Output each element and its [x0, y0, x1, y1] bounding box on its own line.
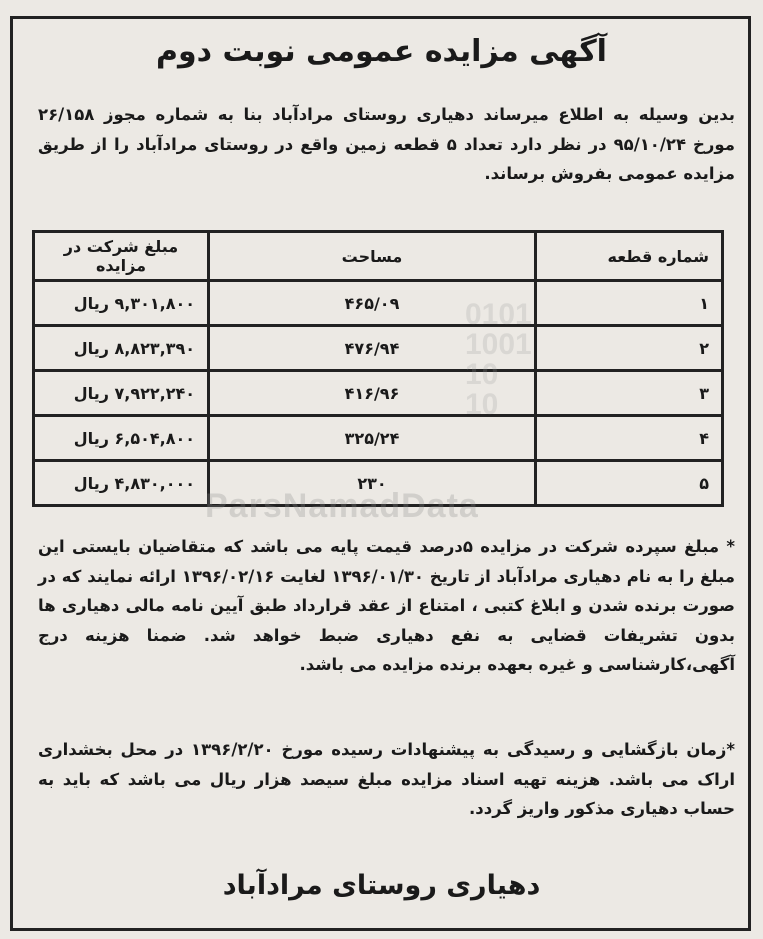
- plot-area: ۲۳۰: [209, 461, 536, 506]
- plot-area: ۴۱۶/۹۶: [209, 371, 536, 416]
- plot-area: ۴۷۶/۹۴: [209, 326, 536, 371]
- page-title: آگهی مزایده عمومی نوبت دوم: [156, 34, 607, 69]
- plot-area: ۴۶۵/۰۹: [209, 281, 536, 326]
- plot-number: ۴: [536, 416, 723, 461]
- table-row: [34, 326, 723, 371]
- plot-area: ۳۲۵/۲۴: [209, 416, 536, 461]
- intro-paragraph: بدین وسیله به اطلاع میرساند دهیاری روستای مرادآباد بنا به شماره مجوز ۲۶/۱۵۸ مورخ ۹۵/۱۰/۲۴ در نظر دارد تعداد ۵ قطعه زمین واقع در روستای مرادآباد را از طریق مزایده عمومی بفروش برساند.: [38, 105, 735, 183]
- watermark-digits: 0101 1001 10 10: [465, 298, 532, 421]
- header-plot-number: شماره قطعه: [536, 232, 723, 281]
- plot-number: ۳: [536, 371, 723, 416]
- header-area: مساحت: [209, 232, 536, 281]
- watermark: ParsNamadData: [205, 487, 479, 525]
- plot-number: ۲: [536, 326, 723, 371]
- table-row: [34, 461, 723, 506]
- table-header-row: [34, 232, 723, 281]
- plot-price: ۴,۸۳۰,۰۰۰ ریال: [34, 461, 209, 506]
- plot-price: ۹,۳۰۱,۸۰۰ ریال: [34, 281, 209, 326]
- plot-number: ۵: [536, 461, 723, 506]
- table-row: [34, 281, 723, 326]
- issuer-signature: دهیاری روستای مرادآباد: [222, 870, 541, 901]
- auction-table: [32, 230, 724, 507]
- plot-number: ۱: [536, 281, 723, 326]
- plot-price: ۶,۵۰۴,۸۰۰ ریال: [34, 416, 209, 461]
- header-price: مبلغ شرکت در مزایده: [34, 232, 209, 281]
- plot-price: ۷,۹۲۲,۲۴۰ ریال: [34, 371, 209, 416]
- plot-price: ۸,۸۲۳,۳۹۰ ریال: [34, 326, 209, 371]
- table-row: [34, 371, 723, 416]
- table-row: [34, 416, 723, 461]
- deposit-note: * مبلغ سپرده شرکت در مزایده ۵درصد قیمت پایه می باشد که متقاضیان بایستی این مبلغ را به نام دهیاری مرادآباد از تاریخ ۱۳۹۶/۰۱/۳۰ لغایت ۱۳۹۶/۰۲/۱۶ ارائه نمایند که در صورت برنده شدن و ابلاغ کتبی ، امتناع از عقد قرارداد طبق آیین نامه مالی دهیاری ها بدون تشریفات قضایی به نفع دهیاری ضبط خواهد شد. ضمنا هزینه درج آگهی،کارشناسی و غیره بعهده برنده مزایده می باشد.: [38, 537, 736, 674]
- opening-note: *زمان بازگشایی و رسیدگی به پیشنهادات رسیده مورخ ۱۳۹۶/۲/۲۰ در محل بخشداری اراک می باشد. هزینه تهیه اسناد مزایده مبلغ سیصد هزار ریال می باشد که باید به حساب دهیاری مذکور واریز گردد.: [38, 740, 735, 818]
